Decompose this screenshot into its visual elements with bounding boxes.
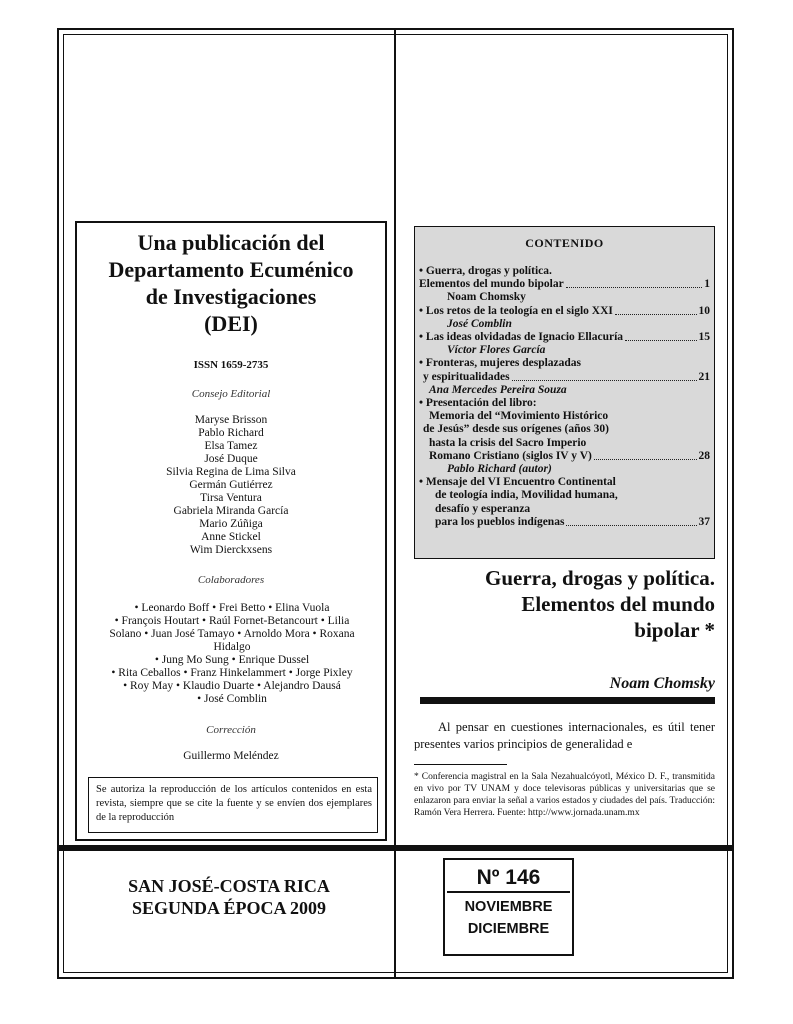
dot-leader [625, 340, 696, 341]
collaborators-line: Solano • Juan José Tamayo • Arnoldo Mora • Roxana [109, 628, 355, 640]
toc-author: Pablo Richard (autor) [447, 463, 552, 476]
dot-leader [566, 287, 703, 288]
toc-entry[interactable]: Elementos del mundo bipolar 1 [419, 278, 710, 291]
toc-page: 10 [698, 304, 710, 317]
toc-line[interactable]: Memoria del “Movimiento Histórico [429, 410, 609, 423]
board-member: Gabriela Miranda García [173, 505, 289, 517]
collaborators-line: • Leonardo Boff • Frei Betto • Elina Vuola [134, 602, 330, 614]
board-member: Anne Stickel [201, 531, 261, 543]
column-divider [394, 28, 396, 979]
toc-line[interactable]: • Fronteras, mujeres desplazadas [419, 357, 582, 370]
toc-line[interactable]: de teología india, Movilidad humana, [435, 489, 618, 502]
article-body: Al pensar en cuestiones internacionales, es útil tener presentes varios principios de generalidad e [414, 720, 715, 751]
month-label: DICIEMBRE [467, 921, 550, 937]
article-title-line: Elementos del mundo [521, 592, 715, 616]
toc-entry[interactable]: • Los retos de la teología en el siglo XXI 10 [419, 304, 710, 317]
toc-line[interactable]: de Jesús” desde sus orígenes (años 30) [423, 423, 609, 436]
toc-author: Víctor Flores García [447, 344, 546, 357]
board-member: Silvia Regina de Lima Silva [166, 466, 296, 478]
footnote-rule [414, 764, 507, 765]
dot-leader [566, 525, 696, 526]
toc-line[interactable]: • Mensaje del VI Encuentro Continental [419, 476, 616, 489]
issue-months [447, 896, 570, 940]
board-member: Pablo Richard [198, 427, 264, 439]
toc-line[interactable]: hasta la crisis del Sacro Imperio [429, 436, 587, 449]
corrector-name: Guillermo Meléndez [183, 750, 279, 762]
toc-page: 37 [698, 515, 710, 528]
bottom-rule [57, 845, 734, 851]
edition-line: SEGUNDA ÉPOCA 2009 [131, 898, 327, 918]
collaborators-line: • Jung Mo Sung • Enrique Dussel [154, 654, 310, 666]
toc-author: Noam Chomsky [447, 291, 526, 304]
issue-number: Nº 146 [447, 862, 570, 893]
dot-leader [512, 380, 697, 381]
dot-leader [615, 314, 697, 315]
article-author: Noam Chomsky [609, 675, 715, 692]
article-title-line: bipolar * [634, 618, 715, 642]
collaborators-line: • Roy May • Klaudio Duarte • Alejandro Dausá [123, 680, 341, 692]
board-member: Tirsa Ventura [200, 492, 262, 504]
publication-title-line: Departamento Ecuménico [108, 257, 354, 282]
contents-list [419, 265, 710, 529]
publication-title-line: Una publicación del [137, 230, 325, 255]
board-member: Wim Dierckxsens [189, 544, 273, 556]
board-member: Germán Gutiérrez [189, 479, 273, 491]
collaborators-line: Hidalgo [213, 641, 251, 653]
article-title-line: Guerra, drogas y política. [484, 566, 715, 590]
toc-line[interactable]: • Presentación del libro: [419, 397, 537, 410]
article-footnote: * Conferencia magistral en la Sala Nezahualcóyotl, México D. F., transmitida en vivo por TV UNAM y doce televisoras públicas y universitarias que se enlazaron para enviar la señal a varios estados y ciudades del país. Traducción: Ramón Vera Herrera. Fuente: http://www.jornada.unam.mx [414, 772, 715, 818]
toc-page: 1 [704, 278, 710, 291]
board-member: Maryse Brisson [194, 414, 268, 426]
author-rule [420, 697, 715, 704]
reproduction-notice: Se autoriza la reproducción de los artículos contenidos en esta revista, siempre que se cite la fuente y se envíen dos ejemplares de la reproducción [96, 784, 372, 823]
publication-title-line: (DEI) [204, 311, 258, 336]
board-member: Mario Zúñiga [199, 518, 263, 530]
toc-entry[interactable]: • Las ideas olvidadas de Ignacio Ellacuría 15 [419, 331, 710, 344]
dot-leader [594, 459, 697, 460]
toc-author: José Comblin [447, 317, 512, 330]
editorial-board-label: Consejo Editorial [191, 388, 271, 400]
toc-entry[interactable]: para los pueblos indígenas 37 [435, 515, 710, 528]
board-member: Elsa Tamez [204, 440, 258, 452]
toc-entry[interactable]: Romano Cristiano (siglos IV y V) 28 [429, 449, 710, 462]
toc-page: 28 [698, 449, 710, 462]
publication-title [78, 229, 384, 337]
collaborators-list [86, 602, 378, 706]
toc-line[interactable]: • Guerra, drogas y política. [419, 265, 552, 277]
article-title [420, 565, 715, 643]
publication-title-line: de Investigaciones [145, 284, 317, 309]
toc-entry[interactable]: y espiritualidades 21 [423, 370, 710, 383]
editorial-board-list [78, 414, 384, 557]
toc-page: 21 [698, 370, 710, 383]
correction-label: Corrección [206, 724, 256, 736]
collaborators-label: Colaboradores [197, 574, 265, 586]
contents-title: CONTENIDO [525, 236, 604, 250]
toc-page: 15 [698, 331, 710, 344]
toc-author: Ana Mercedes Pereira Souza [429, 383, 567, 396]
issn: ISSN 1659-2735 [193, 359, 269, 371]
collaborators-line: • François Houtart • Raúl Fornet-Betancourt • Lilia [114, 615, 350, 627]
board-member: José Duque [204, 453, 258, 465]
toc-line[interactable]: desafío y esperanza [435, 502, 531, 515]
month-label: NOVIEMBRE [464, 899, 553, 915]
city-edition [65, 875, 393, 919]
collaborators-line: • José Comblin [197, 693, 267, 705]
city-line: SAN JOSÉ-COSTA RICA [128, 876, 330, 896]
collaborators-line: • Rita Ceballos • Franz Hinkelammert • Jorge Pixley [111, 667, 353, 679]
